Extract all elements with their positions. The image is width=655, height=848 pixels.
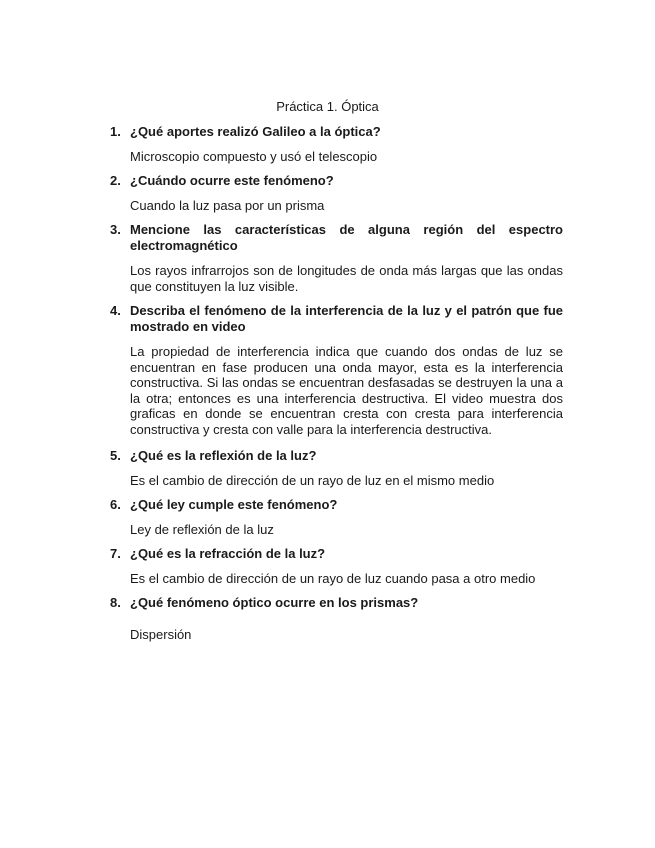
question-number: 6. <box>110 497 121 512</box>
question-text: ¿Qué ley cumple este fenómeno? <box>130 497 338 512</box>
question-text: Mencione las características de alguna región del espectro electromagnético <box>130 222 563 253</box>
question-text: ¿Qué es la reflexión de la luz? <box>130 448 317 463</box>
question-number: 5. <box>110 448 121 463</box>
answer-text: Cuando la luz pasa por un prisma <box>130 198 325 213</box>
question-item-1 <box>110 124 563 165</box>
question-number: 4. <box>110 303 121 318</box>
question-item-5 <box>110 448 563 489</box>
answer-text: Es el cambio de dirección de un rayo de luz en el mismo medio <box>130 473 495 488</box>
answer-text: Dispersión <box>130 627 192 642</box>
answer-text: Microscopio compuesto y usó el telescopio <box>130 149 378 164</box>
answer-text: Los rayos infrarrojos son de longitudes de onda más largas que las ondas que constituyen la luz visible. <box>130 263 563 294</box>
question-number: 3. <box>110 222 121 237</box>
question-item-6 <box>110 497 563 538</box>
question-number: 2. <box>110 173 121 188</box>
answer-text: La propiedad de interferencia indica que cuando dos ondas de luz se encuentran en fase producen una onda mayor, esta es la interferencia constructiva. Si las ondas se encuentran desfasadas se destruyen la una a la otra; entonces es una interferencia destructiva. El video muestra dos graficas en donde se encuentran cresta con cresta para interferencia constructiva y cresta con valle para la interferencia destructiva. <box>130 344 563 437</box>
page-title: Práctica 1. Óptica <box>276 99 379 114</box>
question-item-3 <box>110 222 563 294</box>
answer-text: Es el cambio de dirección de un rayo de luz cuando pasa a otro medio <box>130 571 536 586</box>
question-item-2 <box>110 173 563 214</box>
question-item-7 <box>110 546 563 587</box>
question-item-4 <box>110 303 563 437</box>
question-number: 7. <box>110 546 121 561</box>
question-text: ¿Cuándo ocurre este fenómeno? <box>130 173 334 188</box>
question-text: Describa el fenómeno de la interferencia de la luz y el patrón que fue mostrado en video <box>130 303 563 334</box>
answer-text: Ley de reflexión de la luz <box>130 522 274 537</box>
question-text: ¿Qué es la refracción de la luz? <box>130 546 326 561</box>
question-number: 1. <box>110 124 121 139</box>
question-item-8 <box>110 595 563 643</box>
question-text: ¿Qué aportes realizó Galileo a la óptica? <box>130 124 381 139</box>
question-number: 8. <box>110 595 121 610</box>
question-text: ¿Qué fenómeno óptico ocurre en los prismas? <box>130 595 419 610</box>
